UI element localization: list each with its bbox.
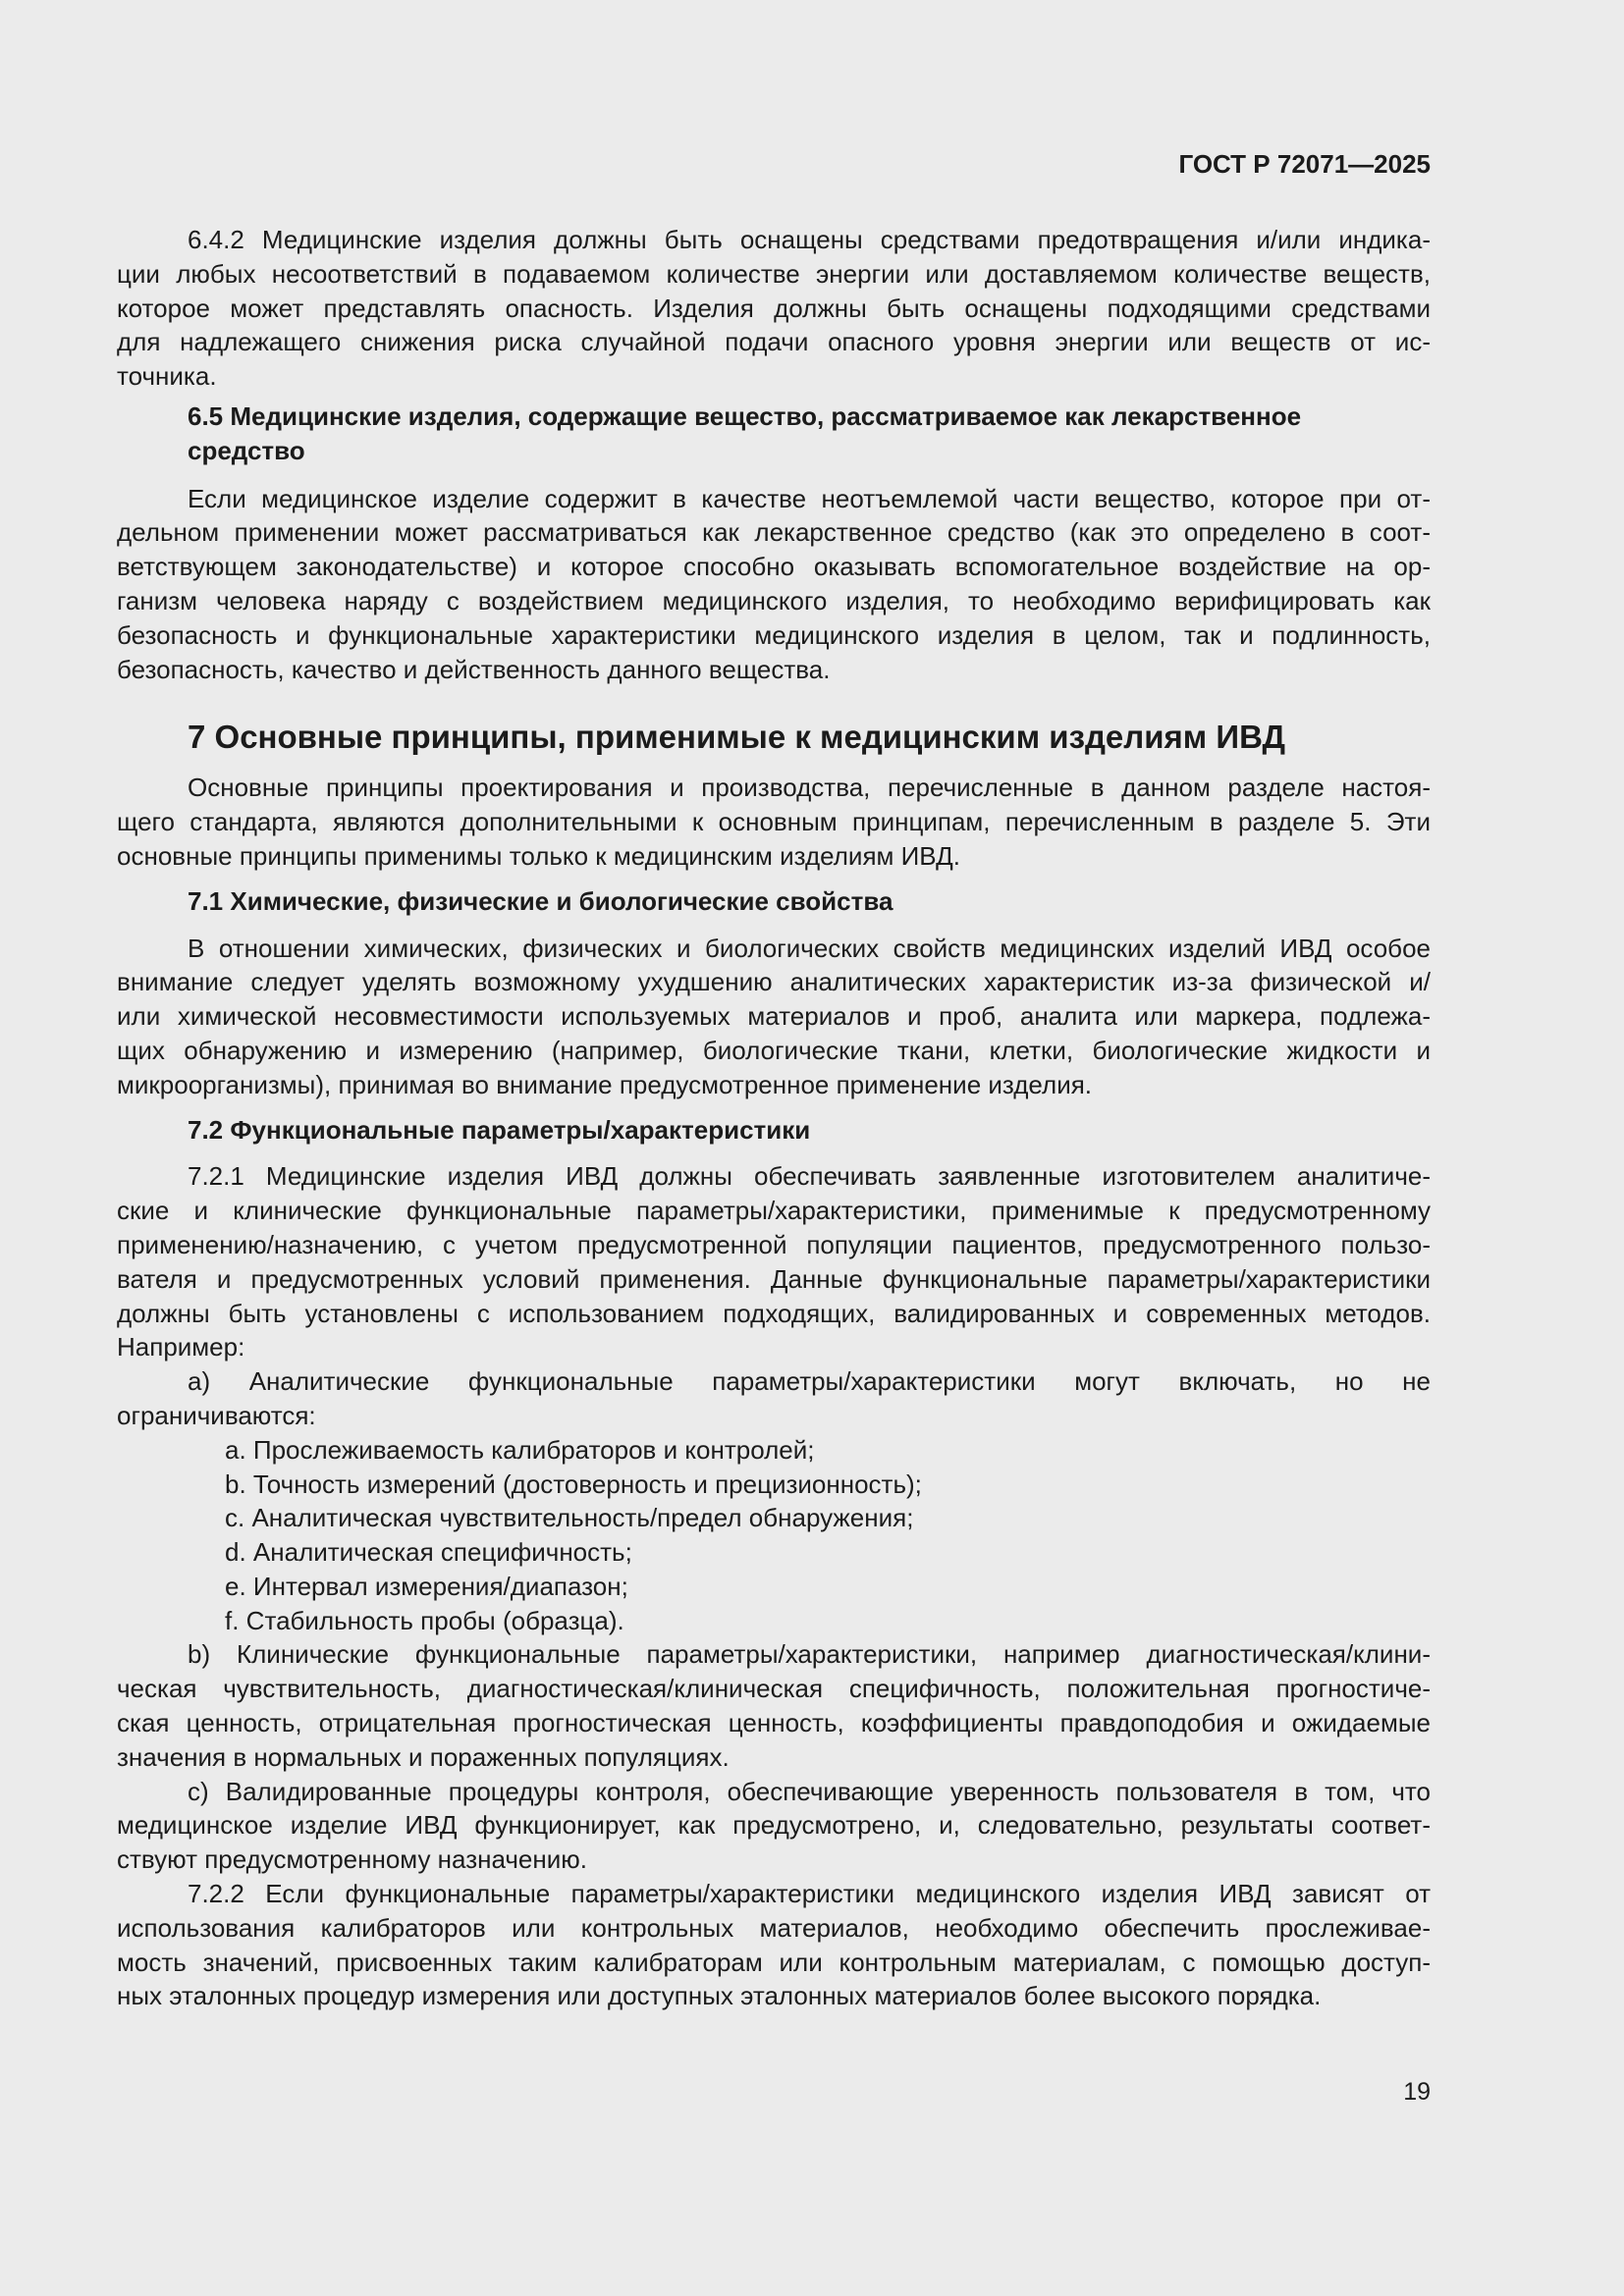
text-line: безопасность, качество и действенность данного вещества. [117,654,831,684]
page-content [117,223,1431,2013]
text-line: a) Аналитические функциональные параметры/характеристики могут включать, но не [188,1366,1431,1397]
text-line: внимание следует уделять возможному ухудшению аналитических характеристик из-за физической и/ [117,967,1431,997]
text-line: мость значений, присвоенных таким калибраторам или контрольным материалам, с помощью доступ- [117,1947,1431,1977]
paragraph-7-2-2 [117,1877,1431,2013]
section-7-title: 7 Основные принципы, применимые к медицинским изделиям ИВД [188,719,1285,756]
paragraph-7-1 [117,932,1431,1102]
text-line: b) Клинические функциональные параметры/характеристики, например диагностическая/клини- [188,1639,1431,1670]
paragraph-7-2-1 [117,1159,1431,1364]
text-line: безопасность и функциональные характеристики медицинского изделия в целом, так и подлинность, [117,619,1431,650]
text-line: ограничиваются: [117,1400,316,1430]
text-line: вателя и предусмотренных условий применения. Данные функциональные параметры/характеристики [117,1263,1431,1294]
text-line: ции любых несоответствий в подаваемом количестве энергии или доставляемом количестве веществ, [117,258,1431,289]
paragraph-6-5 [117,482,1431,687]
page-number: 19 [1403,2078,1431,2106]
text-line: которое может представлять опасность. Изделия должны быть оснащены подходящими средствами [117,293,1431,323]
text-line: значения в нормальных и пораженных популяциях. [117,1741,730,1772]
text-line: щего стандарта, являются дополнительными к основным принципам, перечисленным в разделе 5. Эти [117,807,1431,837]
text-line: должны быть установлены с использованием подходящих, валидированных и современных методов. [117,1298,1431,1328]
text-line: 7.2.2 Если функциональные параметры/характеристики медицинского изделия ИВД зависят от [188,1879,1431,1909]
text-line: В отношении химических, физических и биологических свойств медицинских изделий ИВД особое [188,933,1431,963]
text-line: основные принципы применимы только к медицинским изделиям ИВД. [117,840,960,871]
sub-list-item: d. Аналитическая специфичность; [225,1537,632,1568]
text-line: ветствующем законодательстве) и которое способно оказывать вспомогательное воздействие на ор- [117,552,1431,582]
text-line: микроорганизмы), принимая во внимание предусмотренное применение изделия. [117,1069,1093,1099]
sub-list-item: a. Прослеживаемость калибраторов и контролей; [225,1434,815,1465]
heading-7-1: 7.1 Химические, физические и биологические свойства [188,885,893,916]
sub-list [117,1433,1431,1638]
sub-list-item: b. Точность измерений (достоверность и прецизионность); [225,1468,922,1499]
text-line: использования калибраторов или контрольных материалов, необходимо обеспечить прослеживае- [117,1912,1431,1943]
sub-list-item: c. Аналитическая чувствительность/предел обнаружения; [225,1503,914,1533]
text-line: Если медицинское изделие содержит в качестве неотъемлемой части вещество, которое при от- [188,483,1431,513]
text-line: применению/назначению, с учетом предусмотренной популяции пациентов, предусмотренного пользо- [117,1229,1431,1259]
text-line: ных эталонных процедур измерения или доступных эталонных материалов более высокого порядка. [117,1981,1322,2011]
text-line: 6.4.2 Медицинские изделия должны быть оснащены средствами предотвращения и/или индика- [188,225,1431,254]
text-line: для надлежащего снижения риска случайной подачи опасного уровня энергии или веществ от ис- [117,327,1431,357]
text-line: ганизм человека наряду с воздействием медицинского изделия, то необходимо верифицировать как [117,585,1431,615]
sub-list-item: e. Интервал измерения/диапазон; [225,1571,628,1601]
list-item-b [117,1637,1431,1774]
text-line: щих обнаружению и измерению (например, биологические ткани, клетки, биологические жидкости и [117,1035,1431,1065]
paragraph-6-4-2 [117,223,1431,394]
document-code: ГОСТ Р 72071—2025 [1178,149,1431,179]
list-item-c [117,1775,1431,1877]
text-line: точника. [117,361,217,392]
list-item-a [117,1364,1431,1433]
heading-line: 6.5 Медицинские изделия, содержащие вещество, рассматриваемое как лекарственное [188,400,1302,431]
text-line: Основные принципы проектирования и производства, перечисленные в данном разделе настоя- [188,773,1431,803]
text-line: ствуют предусмотренному назначению. [117,1844,587,1875]
text-line: ская ценность, отрицательная прогностическая ценность, коэффициенты правдоподобия и ожидаемые [117,1708,1431,1738]
text-line: или химической несовместимости используемых материалов и проб, аналита или маркера, подлежа- [117,1001,1431,1032]
paragraph-7 [117,771,1431,873]
heading-line: средство [188,435,305,465]
text-line: ские и клинические функциональные параметры/характеристики, применимые к предусмотренному [117,1196,1431,1226]
heading-6-5 [117,400,1431,468]
text-line: Например: [117,1332,245,1362]
text-line: 7.2.1 Медицинские изделия ИВД должны обеспечивать заявленные изготовителем аналитиче- [188,1161,1431,1192]
text-line: медицинское изделие ИВД функционирует, как предусмотрено, и, следовательно, результаты соответ- [117,1810,1431,1841]
sub-list-item: f. Стабильность пробы (образца). [225,1605,624,1635]
text-line: c) Валидированные процедуры контроля, обеспечивающие уверенность пользователя в том, что [188,1776,1431,1806]
text-line: ческая чувствительность, диагностическая/клиническая специфичность, положительная прогностиче- [117,1674,1431,1704]
text-line: дельном применении может рассматриваться как лекарственное средство (как это определено в соот- [117,517,1431,548]
heading-7-2: 7.2 Функциональные параметры/характеристики [188,1114,811,1145]
